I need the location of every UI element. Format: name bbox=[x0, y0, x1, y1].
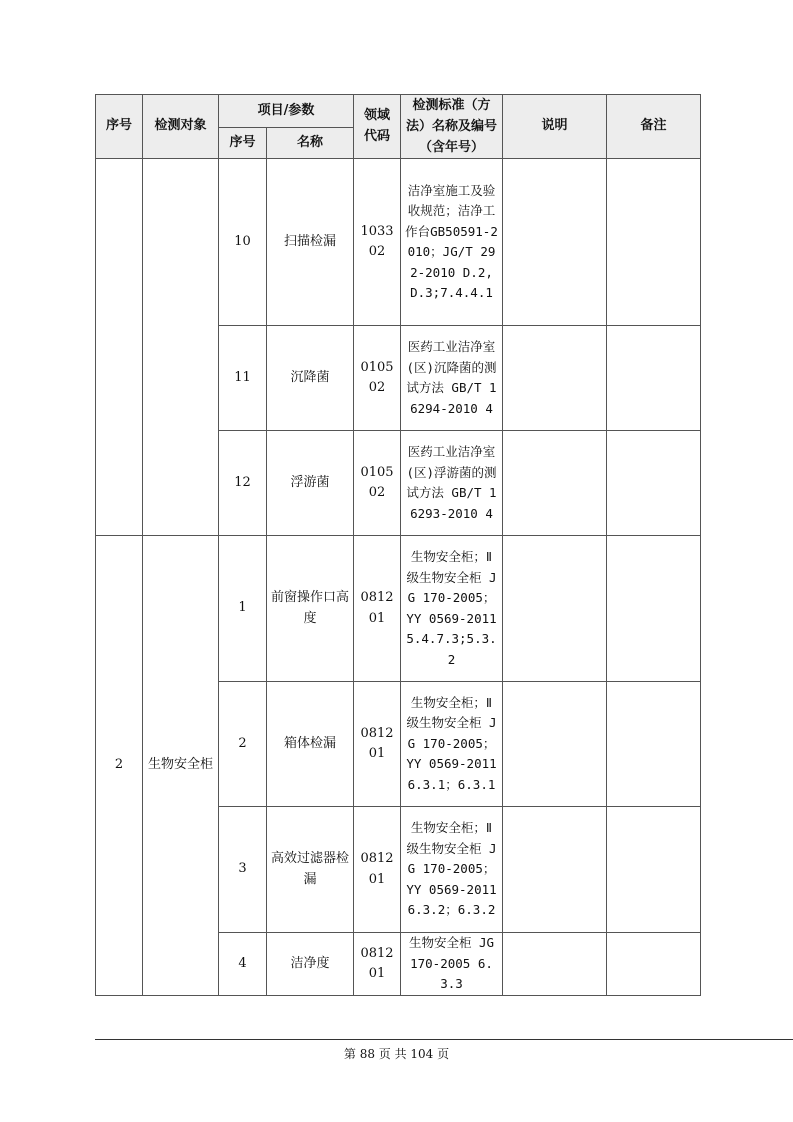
item-no: 12 bbox=[219, 431, 267, 536]
header-item-name: 名称 bbox=[267, 127, 354, 159]
remark-cell bbox=[607, 807, 701, 933]
group-object: 生物安全柜 bbox=[143, 536, 219, 996]
item-no: 10 bbox=[219, 159, 267, 326]
standard-text: 生物安全柜；Ⅱ级生物安全柜 JG 170-2005；YY 0569-2011 6.3.1；6.3.1 bbox=[401, 682, 503, 807]
header-item-seq: 序号 bbox=[219, 127, 267, 159]
header-object: 检测对象 bbox=[143, 95, 219, 159]
item-name: 浮游菌 bbox=[267, 431, 354, 536]
domain-code: 081201 bbox=[354, 807, 401, 933]
standard-text: 生物安全柜；Ⅱ级生物安全柜 JG 170-2005；YY 0569-2011 6.3.2；6.3.2 bbox=[401, 807, 503, 933]
header-item-param: 项目/参数 bbox=[219, 95, 354, 128]
remark-cell bbox=[607, 933, 701, 996]
domain-code: 103302 bbox=[354, 159, 401, 326]
remark-cell bbox=[607, 326, 701, 431]
domain-code: 010502 bbox=[354, 431, 401, 536]
domain-code: 010502 bbox=[354, 326, 401, 431]
remark-cell bbox=[607, 159, 701, 326]
remark-cell bbox=[607, 536, 701, 682]
explain-cell bbox=[503, 807, 607, 933]
group-object bbox=[143, 159, 219, 536]
explain-cell bbox=[503, 431, 607, 536]
header-remark: 备注 bbox=[607, 95, 701, 159]
item-name: 沉降菌 bbox=[267, 326, 354, 431]
remark-cell bbox=[607, 682, 701, 807]
header-seq: 序号 bbox=[96, 95, 143, 159]
item-name: 前窗操作口高度 bbox=[267, 536, 354, 682]
explain-cell bbox=[503, 326, 607, 431]
standard-text: 医药工业洁净室(区)浮游菌的测试方法 GB/T 16293-2010 4 bbox=[401, 431, 503, 536]
item-name: 箱体检漏 bbox=[267, 682, 354, 807]
item-name: 高效过滤器检漏 bbox=[267, 807, 354, 933]
page-number: 第 88 页 共 104 页 bbox=[343, 1047, 450, 1061]
header-domain-code: 领域代码 bbox=[354, 95, 401, 159]
standard-text: 生物安全柜 JG 170-2005 6.3.3 bbox=[401, 933, 503, 996]
explain-cell bbox=[503, 682, 607, 807]
group-seq bbox=[96, 159, 143, 536]
item-no: 4 bbox=[219, 933, 267, 996]
explain-cell bbox=[503, 159, 607, 326]
item-no: 3 bbox=[219, 807, 267, 933]
item-no: 11 bbox=[219, 326, 267, 431]
domain-code: 081201 bbox=[354, 536, 401, 682]
header-explain: 说明 bbox=[503, 95, 607, 159]
table-row bbox=[96, 536, 701, 682]
domain-code: 081201 bbox=[354, 682, 401, 807]
domain-code: 081201 bbox=[354, 933, 401, 996]
item-name: 洁净度 bbox=[267, 933, 354, 996]
header-standard: 检测标准（方法）名称及编号（含年号） bbox=[401, 95, 503, 159]
remark-cell bbox=[607, 431, 701, 536]
item-name: 扫描检漏 bbox=[267, 159, 354, 326]
test-items-table bbox=[95, 94, 701, 996]
explain-cell bbox=[503, 536, 607, 682]
item-no: 2 bbox=[219, 682, 267, 807]
table-row bbox=[96, 159, 701, 326]
standard-text: 生物安全柜；Ⅱ级生物安全柜 JG 170-2005；YY 0569-2011 5.4.7.3;5.3.2 bbox=[401, 536, 503, 682]
group-seq: 2 bbox=[96, 536, 143, 996]
explain-cell bbox=[503, 933, 607, 996]
standard-text: 洁净室施工及验收规范；洁净工作台GB50591-2010；JG/T 292-2010 D.2,D.3;7.4.4.1 bbox=[401, 159, 503, 326]
standard-text: 医药工业洁净室(区)沉降菌的测试方法 GB/T 16294-2010 4 bbox=[401, 326, 503, 431]
item-no: 1 bbox=[219, 536, 267, 682]
footer-divider bbox=[95, 1039, 793, 1040]
